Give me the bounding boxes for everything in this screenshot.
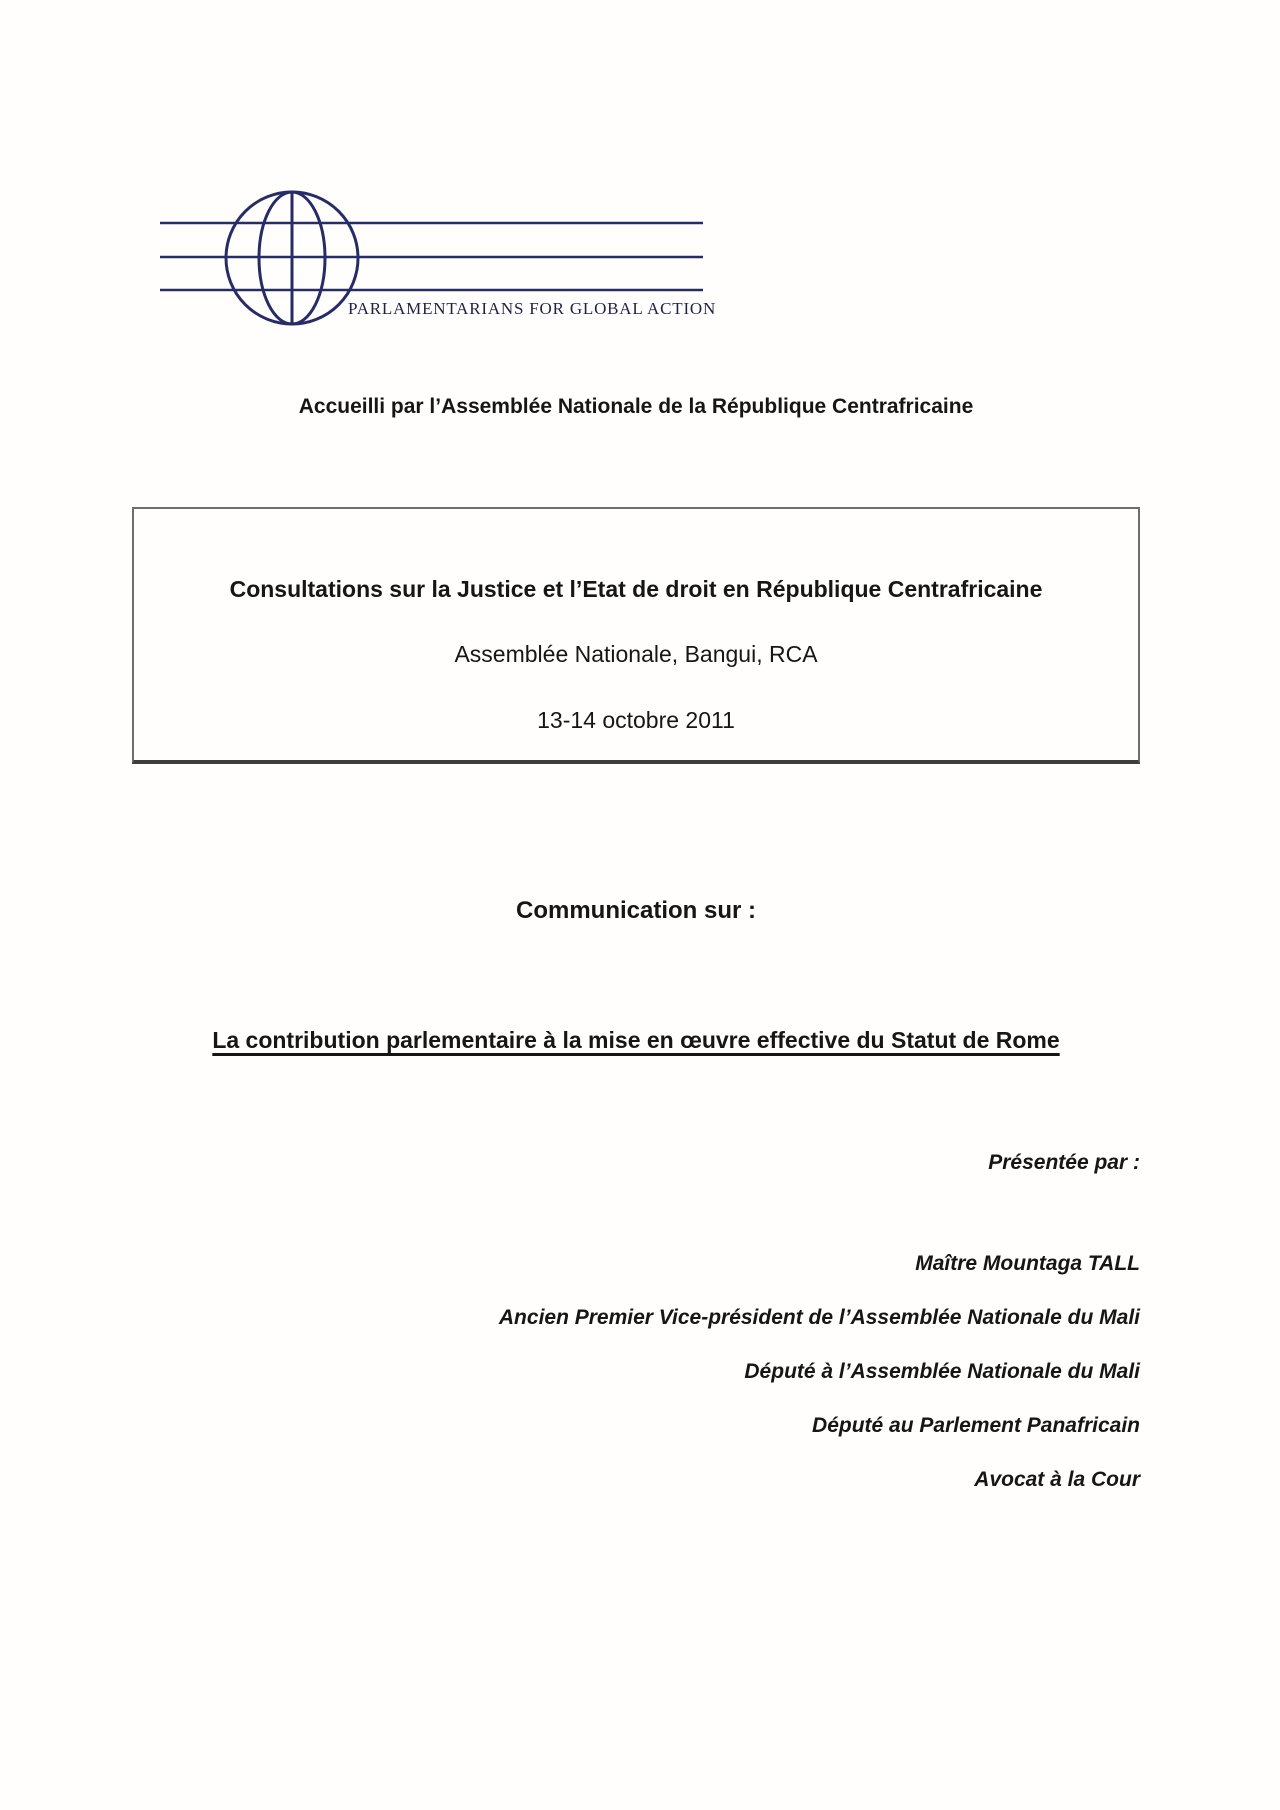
communication-heading: Communication sur :	[515, 897, 756, 924]
presenter-title-line: Ancien Premier Vice-président de l’Assemblée Nationale du Mali	[498, 1306, 1140, 1329]
presenter-title-line: Député à l’Assemblée Nationale du Mali	[744, 1360, 1140, 1383]
presenter-intro: Présentée par :	[988, 1151, 1140, 1174]
host-line: Accueilli par l’Assemblée Nationale de la République Centrafricaine	[298, 395, 974, 418]
presenter-title-line: Avocat à la Cour	[974, 1468, 1140, 1491]
presenter-title-line: Député au Parlement Panafricain	[812, 1414, 1140, 1437]
event-dates: 13-14 octobre 2011	[537, 707, 735, 733]
communication-title: La contribution parlementaire à la mise en œuvre effective du Statut de Rome	[212, 1027, 1060, 1053]
presenter-name: Maître Mountaga TALL	[915, 1252, 1140, 1275]
event-venue: Assemblée Nationale, Bangui, RCA	[454, 641, 818, 667]
event-title: Consultations sur la Justice et l’Etat de droit en République Centrafricaine	[229, 576, 1043, 602]
logo-org-name: PARLAMENTARIANS FOR GLOBAL ACTION	[348, 299, 717, 318]
